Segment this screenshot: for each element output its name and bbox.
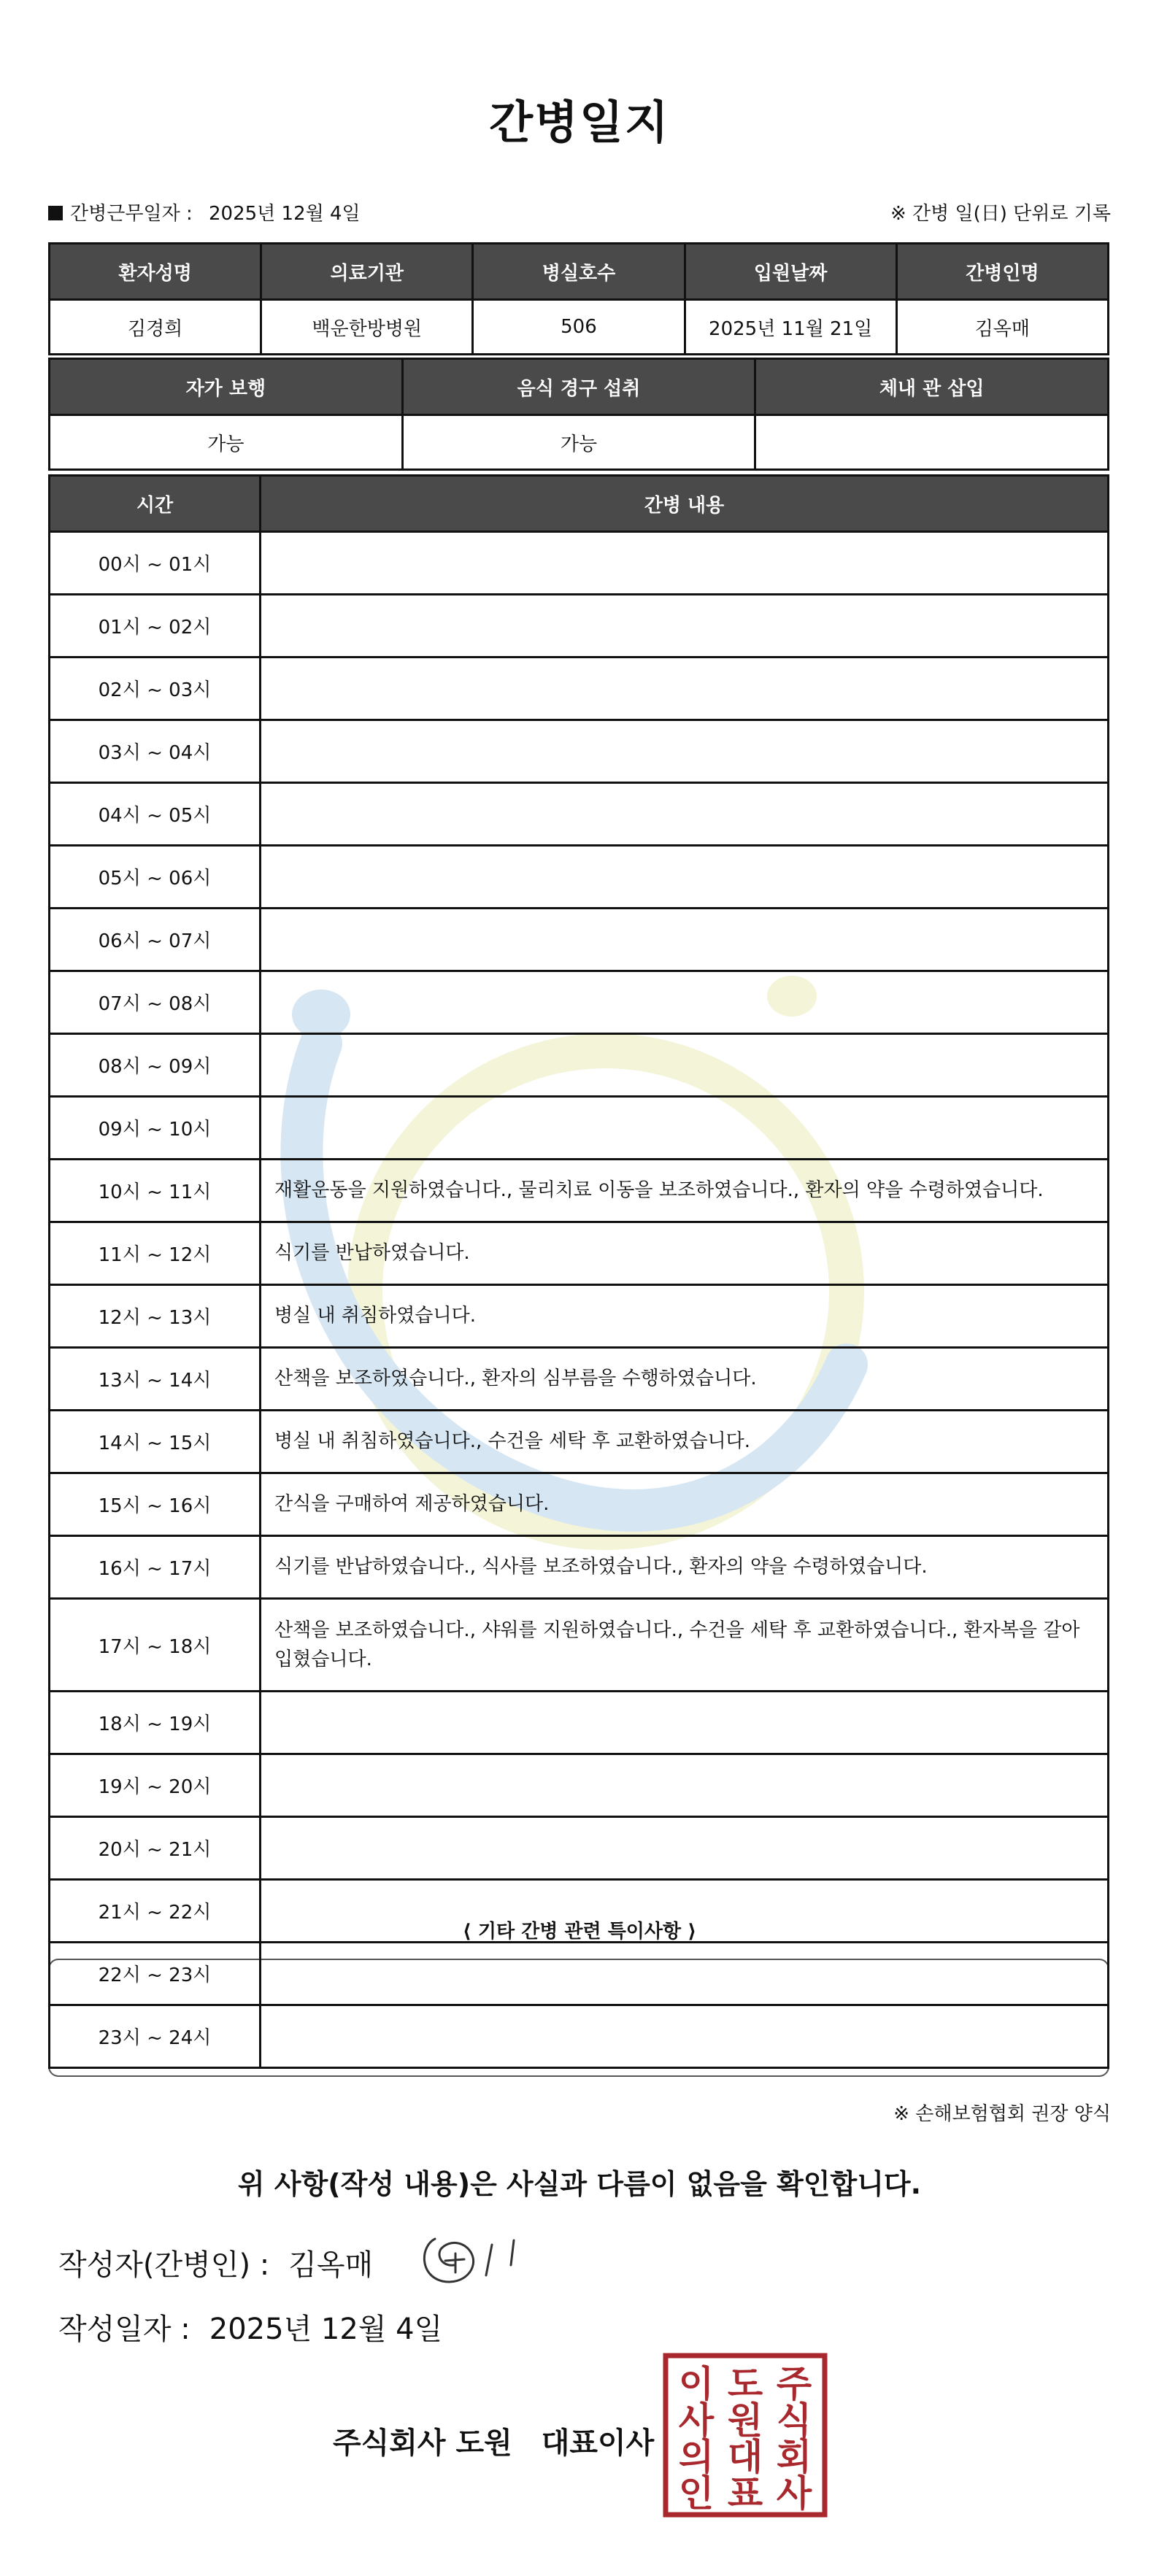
log-content: 간식을 구매하여 제공하였습니다. — [261, 1473, 1109, 1536]
log-row — [50, 1943, 1109, 2005]
log-row — [50, 846, 1109, 909]
tube-insertion-value — [755, 415, 1109, 470]
info-header: 병실호수 — [473, 244, 685, 300]
log-content — [261, 1692, 1109, 1754]
log-content — [261, 971, 1109, 1034]
log-time: 11시 ~ 12시 — [50, 1222, 261, 1285]
care-log-rows — [50, 532, 1109, 2068]
written-date-value: 2025년 12월 4일 — [209, 2313, 443, 2346]
log-row — [50, 1285, 1109, 1348]
log-header-time: 시간 — [50, 476, 261, 532]
special-notes-title: ⟨ 기타 간병 관련 특이사항 ⟩ — [462, 1921, 697, 1943]
seal-character: 대 — [727, 2436, 763, 2478]
log-content — [261, 909, 1109, 971]
log-time: 10시 ~ 11시 — [50, 1160, 261, 1222]
log-content: 병실 내 취침하였습니다. — [261, 1285, 1109, 1348]
work-date-value: 2025년 12월 4일 — [209, 203, 361, 225]
status-header: 자가 보행 — [50, 359, 403, 415]
log-content — [261, 1034, 1109, 1097]
log-time: 03시 ~ 04시 — [50, 720, 261, 783]
writer-row — [58, 2242, 373, 2283]
log-header-content: 간병 내용 — [261, 476, 1109, 532]
written-date-row — [58, 2306, 442, 2348]
handwritten-signature — [413, 2224, 537, 2290]
log-row — [50, 1473, 1109, 1536]
log-row — [50, 1880, 1109, 1943]
log-time: 21시 ~ 22시 — [50, 1880, 261, 1943]
seal-character: 도 — [727, 2363, 763, 2405]
seal-character: 회 — [776, 2436, 812, 2478]
log-row — [50, 2005, 1109, 2068]
patient-info-table — [48, 242, 1109, 355]
log-time: 02시 ~ 03시 — [50, 658, 261, 720]
log-content: 병실 내 취침하였습니다., 수건을 세탁 후 교환하였습니다. — [261, 1411, 1109, 1473]
room-number: 506 — [473, 300, 685, 355]
log-time: 04시 ~ 05시 — [50, 783, 261, 846]
log-content: 산책을 보조하였습니다., 샤워를 지원하였습니다., 수건을 세탁 후 교환하였습니다., 환자복을 갈아입혔습니다. — [261, 1599, 1109, 1692]
log-row — [50, 1817, 1109, 1880]
log-content: 식기를 반납하였습니다., 식사를 보조하였습니다., 환자의 약을 수령하였습니다. — [261, 1536, 1109, 1599]
log-row — [50, 783, 1109, 846]
log-row — [50, 1754, 1109, 1817]
log-row — [50, 1034, 1109, 1097]
log-content — [261, 783, 1109, 846]
seal-character: 원 — [727, 2399, 763, 2442]
log-row — [50, 595, 1109, 658]
seal-character: 주 — [776, 2363, 812, 2405]
log-row — [50, 971, 1109, 1034]
oral-intake-value: 가능 — [402, 415, 755, 470]
log-time: 16시 ~ 17시 — [50, 1536, 261, 1599]
log-row — [50, 1536, 1109, 1599]
square-bullet-icon — [48, 206, 63, 220]
confirmation-statement: 위 사항(작성 내용)은 사실과 다름이 없음을 확인합니다. — [237, 2168, 922, 2200]
info-header: 입원날짜 — [685, 244, 896, 300]
log-time: 12시 ~ 13시 — [50, 1285, 261, 1348]
log-time: 23시 ~ 24시 — [50, 2005, 261, 2068]
info-header: 의료기관 — [261, 244, 473, 300]
patient-status-table — [48, 358, 1109, 471]
log-row — [50, 909, 1109, 971]
log-content — [261, 720, 1109, 783]
log-row — [50, 1222, 1109, 1285]
log-content: 산책을 보조하였습니다., 환자의 심부름을 수행하였습니다. — [261, 1348, 1109, 1411]
log-time: 18시 ~ 19시 — [50, 1692, 261, 1754]
care-log-table — [48, 474, 1109, 2069]
log-time: 08시 ~ 09시 — [50, 1034, 261, 1097]
log-row — [50, 1160, 1109, 1222]
status-header: 체내 관 삽입 — [755, 359, 1109, 415]
caregiver-name: 김옥매 — [896, 300, 1108, 355]
company-signature-line — [333, 2420, 654, 2461]
seal-character: 인 — [678, 2472, 715, 2515]
log-time: 05시 ~ 06시 — [50, 846, 261, 909]
log-content — [261, 1880, 1109, 1943]
log-row — [50, 1692, 1109, 1754]
log-content: 재활운동을 지원하였습니다., 물리치료 이동을 보조하였습니다., 환자의 약을 수령하였습니다. — [261, 1160, 1109, 1222]
log-row — [50, 658, 1109, 720]
self-walking-value: 가능 — [50, 415, 403, 470]
daily-record-note: ※ 간병 일(日) 단위로 기록 — [890, 203, 1111, 225]
log-content — [261, 2005, 1109, 2068]
log-content — [261, 532, 1109, 595]
log-time: 00시 ~ 01시 — [50, 532, 261, 595]
log-content — [261, 1097, 1109, 1160]
work-date-row — [48, 198, 361, 225]
log-time: 09시 ~ 10시 — [50, 1097, 261, 1160]
work-date-label: 간병근무일자 : — [70, 203, 193, 225]
status-header: 음식 경구 섭취 — [402, 359, 755, 415]
document-title: 간병일지 — [489, 96, 670, 149]
log-time: 20시 ~ 21시 — [50, 1817, 261, 1880]
patient-name: 김경희 — [50, 300, 261, 355]
log-row — [50, 1097, 1109, 1160]
seal-character: 식 — [776, 2399, 812, 2442]
log-content: 식기를 반납하였습니다. — [261, 1222, 1109, 1285]
log-row — [50, 1599, 1109, 1692]
written-date-label: 작성일자 : — [58, 2313, 190, 2346]
log-time: 13시 ~ 14시 — [50, 1348, 261, 1411]
log-time: 15시 ~ 16시 — [50, 1473, 261, 1536]
info-header: 간병인명 — [896, 244, 1108, 300]
recommended-form-note: ※ 손해보험협회 권장 양식 — [893, 2103, 1111, 2125]
log-content — [261, 1817, 1109, 1880]
seal-character: 이 — [678, 2363, 715, 2405]
log-row — [50, 1411, 1109, 1473]
seal-character: 의 — [678, 2436, 715, 2478]
log-content — [261, 1754, 1109, 1817]
log-time: 07시 ~ 08시 — [50, 971, 261, 1034]
log-time: 17시 ~ 18시 — [50, 1599, 261, 1692]
admission-date: 2025년 11월 21일 — [685, 300, 896, 355]
log-time: 22시 ~ 23시 — [50, 1943, 261, 2005]
hospital-name: 백운한방병원 — [261, 300, 473, 355]
company-representative: 대표이사 — [541, 2426, 655, 2460]
log-time: 19시 ~ 20시 — [50, 1754, 261, 1817]
log-row — [50, 1348, 1109, 1411]
log-time: 01시 ~ 02시 — [50, 595, 261, 658]
log-row — [50, 720, 1109, 783]
seal-character: 사 — [776, 2472, 812, 2515]
log-content — [261, 846, 1109, 909]
writer-name: 김옥매 — [288, 2248, 374, 2282]
seal-character: 사 — [678, 2399, 715, 2442]
log-content — [261, 1943, 1109, 2005]
log-content — [261, 595, 1109, 658]
log-row — [50, 532, 1109, 595]
seal-character: 표 — [727, 2472, 763, 2515]
log-content — [261, 658, 1109, 720]
company-seal-stamp — [663, 2353, 828, 2518]
log-time: 14시 ~ 15시 — [50, 1411, 261, 1473]
log-time: 06시 ~ 07시 — [50, 909, 261, 971]
company-name: 주식회사 도원 — [333, 2426, 512, 2460]
writer-label: 작성자(간병인) : — [58, 2248, 270, 2282]
info-header: 환자성명 — [50, 244, 261, 300]
